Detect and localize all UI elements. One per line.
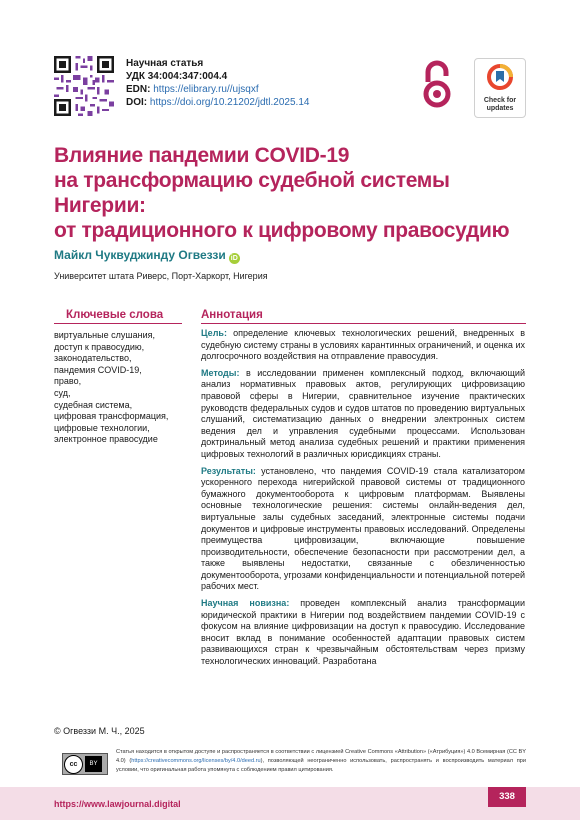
keyword-item: цифровая трансформация, [54, 411, 169, 422]
orcid-icon[interactable]: iD [230, 255, 238, 262]
license-text-part1: Статья находится в открытом доступе и распространяется в соответствии с лицензией Creative Commons «Attribution» («Атрибуция») 4.0 Всемирная (CC BY 4.0) ( [116, 749, 526, 764]
article-title [54, 143, 544, 243]
keywords-heading: Ключевые слова [66, 309, 164, 321]
check-for-updates-button[interactable] [474, 58, 526, 118]
abstract-novelty [201, 598, 525, 668]
qr-code-icon [54, 56, 114, 116]
keyword-item: цифровые технологии, [54, 422, 150, 433]
abstract-heading: Аннотация [201, 309, 263, 321]
keywords-list [54, 330, 194, 446]
keyword-item: доступ к правосудию, [54, 341, 145, 352]
keyword-item: электронное правосудие [54, 434, 158, 445]
keywords-divider [54, 323, 182, 324]
novelty-text: проведен комплексный анализ трансформации юридической практики в Нигерии под воздействием пандемии COVID-19 с фокусом на влияние цифровизации на доступ к правосудию. Исследование вносит вклад в понимание особенностей адаптации правовых систем развивающихся стран к чрезвычайным обстоятельствам через призму технологических инноваций. Разработана [201, 598, 525, 667]
results-text: установлено, что пандемия COVID-19 стала катализатором ускоренного перехода нигерийской правовой системы от традиционного бумажного документооборота к цифровым платформам. Выявлены основные технологические решения: системы онлайн-ведения дел, виртуальные залы судебных заседаний, электронные системы подачи документов и цифровые инструменты правовых исследований. Определены преимущества цифровизации, включающие повышение производительности, обеспечение безопасности при рассмотрении дел, а также выявлены недостатки, связанные с обезличенностью документооборота, угрозами конфиденциальности и потенциальной потерей рабочих мест. [201, 465, 525, 592]
results-label: Результаты: [201, 465, 256, 476]
methods-text: в исследовании применен комплексный подход, включающий анализ нормативных правовых актов, регулирующих цифровизацию правовой сферы в Нигерии, сравнительное изучение практических руководств федеральных судов и судов штатов по проведению виртуальных слушаний, систематизацию данных о внедрении электронных систем ведения дел и управления судебными процессами. Использован доктринальный метод анализа судебных решений и практики применения цифровых технологий в различных юрисдикциях страны. [201, 367, 525, 459]
keyword-item: судебная система, [54, 399, 133, 410]
open-access-icon [420, 60, 454, 110]
license-link[interactable]: https://creativecommons.org/licenses/by/4.0/deed.ru [131, 758, 261, 764]
keyword-item: суд, [54, 387, 71, 398]
abstract-methods [201, 368, 525, 461]
methods-label: Методы: [201, 367, 240, 378]
keyword-item: право, [54, 376, 82, 387]
license-text [116, 748, 526, 775]
abstract-divider [201, 323, 526, 324]
abstract-goal [201, 328, 525, 363]
keyword-item: пандемия COVID-19, [54, 364, 142, 375]
title-line-2: на трансформацию судебной системы Нигерии: [54, 169, 450, 217]
check-for-updates-icon [487, 64, 513, 90]
doi-link[interactable]: https://doi.org/10.21202/jdtl.2025.14 [149, 97, 310, 108]
author-name[interactable]: Майкл Чуквуджинду Огвеззи [54, 248, 226, 262]
goal-text: определение ключевых технологических решений, внедренных в судебную систему страны в условиях карантинных ограничений, и оценка их долгосрочного воздействия на отправление правосудия. [201, 328, 525, 362]
abstract-results [201, 466, 525, 594]
keyword-item: законодательство, [54, 353, 132, 364]
goal-label: Цель: [201, 328, 227, 338]
author [54, 248, 240, 264]
page-number: 338 [488, 787, 526, 807]
keyword-item: виртуальные слушания, [54, 330, 155, 340]
cc-by-license-icon[interactable] [62, 753, 108, 775]
author-affiliation: Университет штата Риверс, Порт-Харкорт, Нигерия [54, 271, 268, 281]
article-metadata [126, 57, 309, 109]
edn-link[interactable]: https://elibrary.ru//ujsqxf [153, 84, 259, 95]
by-icon: BY [85, 756, 102, 772]
edn-label: EDN: [126, 84, 151, 95]
copyright-notice: © Огвеззи М. Ч., 2025 [54, 726, 145, 736]
title-line-3: от традиционного к цифровому правосудию [54, 219, 510, 242]
novelty-label: Научная новизна: [201, 598, 290, 609]
license-text-part2: ), позволяющей неограниченно использовать, распространять и воспроизводить материал при условии, что оригинальная работа упомянута с соблюдением правил цитирования. [116, 758, 526, 773]
doi-label: DOI: [126, 97, 148, 108]
check-updates-line1: Check for [483, 97, 517, 104]
journal-site-link[interactable]: https://www.lawjournal.digital [54, 799, 181, 809]
check-updates-line2: updates [486, 105, 514, 112]
article-type: Научная статья [126, 58, 204, 69]
cc-icon: cc [64, 755, 83, 774]
udk-code: УДК 34:004:347:004.4 [126, 71, 228, 82]
abstract-body [201, 328, 525, 673]
title-line-1: Влияние пандемии COVID-19 [54, 144, 350, 167]
